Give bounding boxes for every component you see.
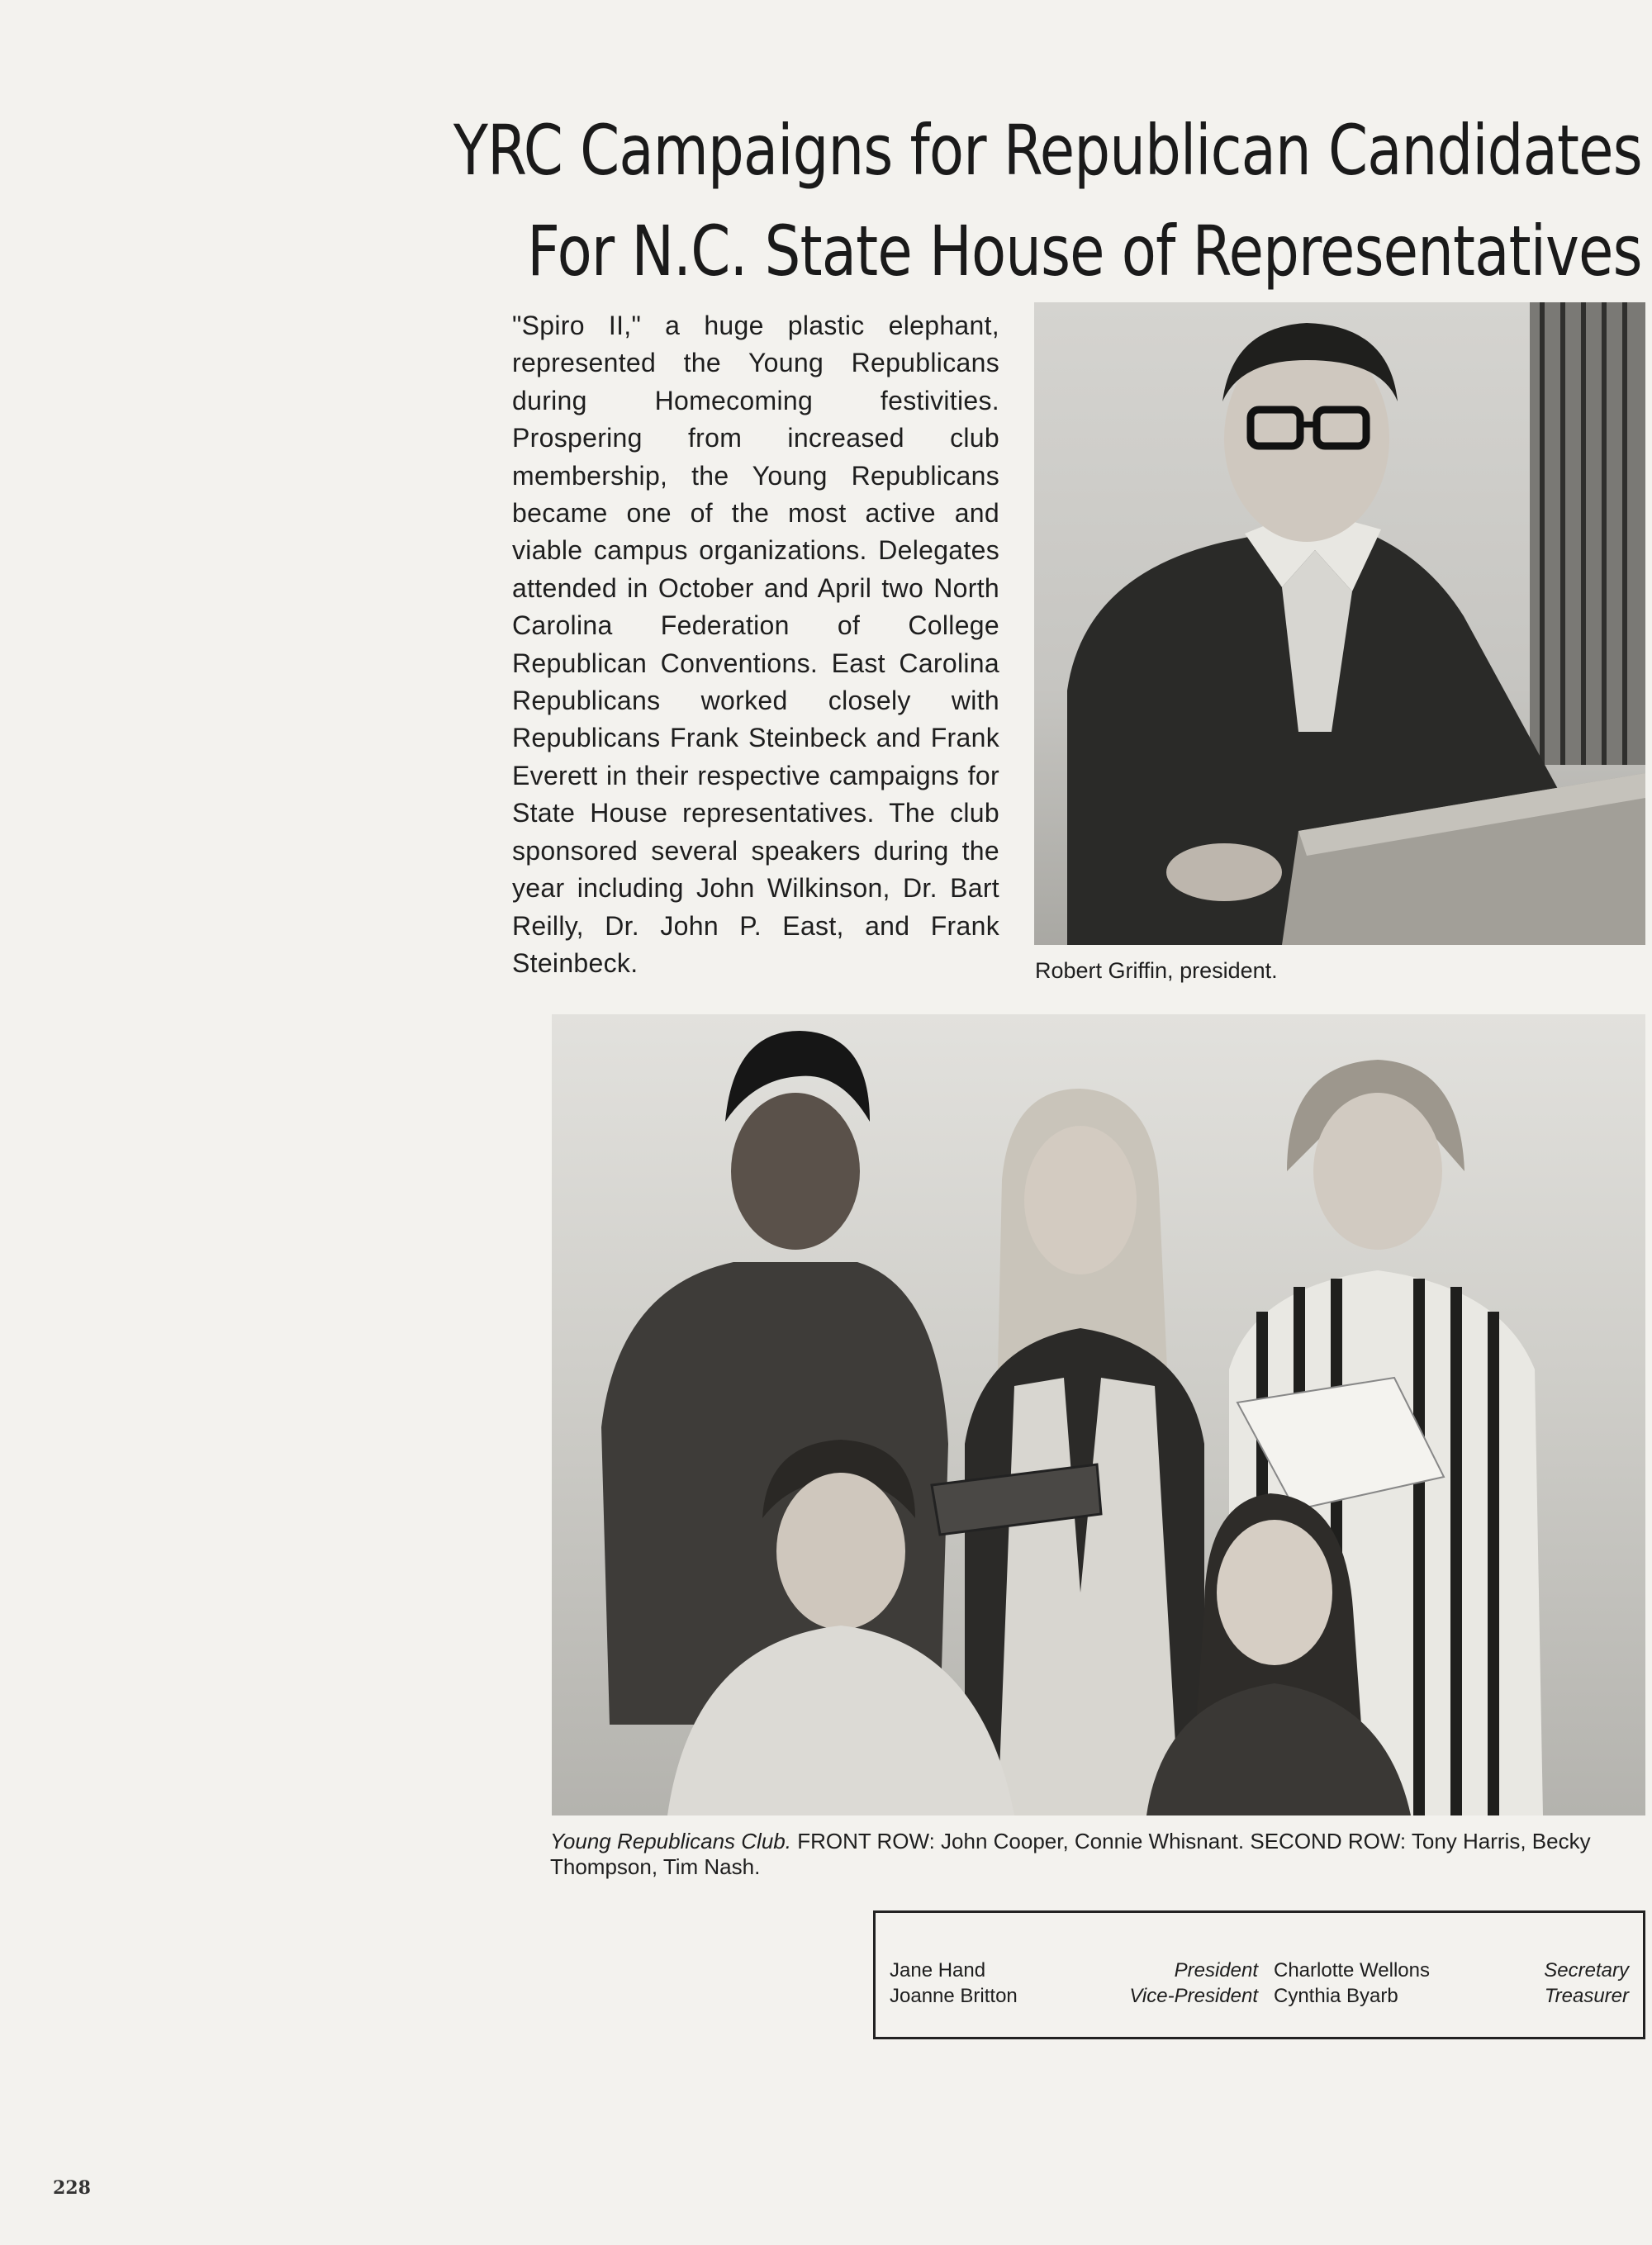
group-caption-names: FRONT ROW: John Cooper, Connie Whisnant. SECOND ROW: Tony Harris, Becky Thompson, Tim Nash. xyxy=(550,1829,1591,1879)
officer-title: Secretary xyxy=(1544,1959,1629,1982)
officers-box xyxy=(873,1910,1645,2039)
president-photo xyxy=(1034,302,1645,945)
officer-name: Joanne Britton xyxy=(890,1985,1018,2007)
officer-title: President xyxy=(1174,1959,1258,1982)
officer-title: Vice-President xyxy=(1129,1985,1258,2007)
group-caption-club: Young Republicans Club. xyxy=(550,1829,791,1853)
headline-line-1: YRC Campaigns for Republican Candidates xyxy=(453,110,1642,191)
article-body: "Spiro II," a huge plastic elephant, represented the Young Republicans during Homecoming festivities. Prospering from increased club membership, the Young Republicans became one of the most active and viable campus organizations. Delegates attended in October and April two North Carolina Federation of College Republican Conventions. East Carolina Republicans worked closely with Republicans Frank Steinbeck and Frank Everett in their respective campaigns for State House representatives. The club sponsored several speakers during the year including John Wilkinson, Dr. Bart Reilly, Dr. John P. East, and Frank Steinbeck. xyxy=(512,311,999,978)
group-caption xyxy=(550,1829,1649,1880)
page-number: 228 xyxy=(53,2177,91,2199)
group-photo-illustration xyxy=(552,1014,1645,1815)
president-caption: Robert Griffin, president. xyxy=(1035,958,1278,983)
officer-name: Cynthia Byarb xyxy=(1274,1985,1398,2007)
officer-title: Treasurer xyxy=(1544,1985,1629,2007)
headline-line-2: For N.C. State House of Representatives xyxy=(527,211,1642,292)
officer-name: Charlotte Wellons xyxy=(1274,1959,1430,1982)
officer-name: Jane Hand xyxy=(890,1959,986,1982)
group-photo xyxy=(552,1014,1645,1815)
president-photo-illustration xyxy=(1034,302,1645,945)
